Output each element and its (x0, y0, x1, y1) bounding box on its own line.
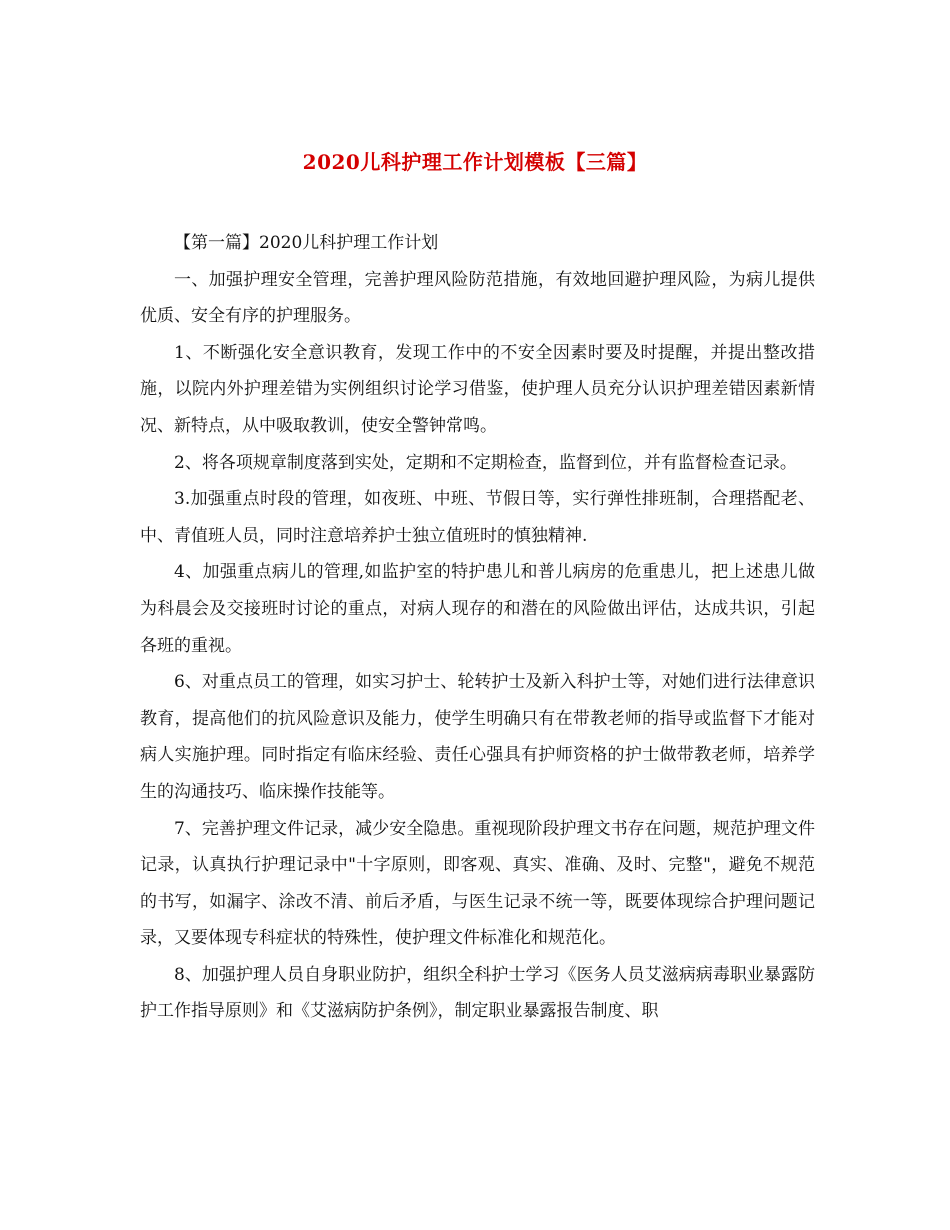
paragraph: 一、加强护理安全管理，完善护理风险防范措施，有效地回避护理风险，为病儿提供优质、安全有序的护理服务。 (140, 269, 815, 327)
paragraph: 4、加强重点病儿的管理,如监护室的特护患儿和普儿病房的危重患儿，把上述患儿做为科晨会及交接班时讨论的重点，对病人现存的和潜在的风险做出评估，达成共识，引起各班的重视。 (140, 562, 815, 656)
paragraph: 3.加强重点时段的管理，如夜班、中班、节假日等，实行弹性排班制，合理搭配老、中、青值班人员，同时注意培养护士独立值班时的慎独精神. (140, 489, 815, 546)
document-body (140, 225, 815, 1030)
paragraph: 1、不断强化安全意识教育，发现工作中的不安全因素时要及时提醒，并提出整改措施，以院内外护理差错为实例组织讨论学习借鉴，使护理人员充分认识护理差错因素新情况、新特点，从中吸取教训，使安全警钟常鸣。 (140, 342, 815, 436)
paragraph: 2、将各项规章制度落到实处，定期和不定期检查，监督到位，并有监督检查记录。 (174, 452, 797, 473)
paragraph: 8、加强护理人员自身职业防护，组织全科护士学习《医务人员艾滋病病毒职业暴露防护工作指导原则》和《艾滋病防护条例》，制定职业暴露报告制度、职 (140, 964, 815, 1022)
document-title: 2020儿科护理工作计划模板【三篇】 (302, 150, 648, 174)
section-heading: 【第一篇】2020儿科护理工作计划 (174, 233, 439, 253)
paragraph: 6、对重点员工的管理，如实习护士、轮转护士及新入科护士等，对她们进行法律意识教育，提高他们的抗风险意识及能力，使学生明确只有在带教老师的指导或监督下才能对病人实施护理。同时指定有临床经验、责任心强具有护师资格的护士做带教老师，培养学生的沟通技巧、临床操作技能等。 (140, 672, 815, 802)
paragraph: 7、完善护理文件记录，减少安全隐患。重视现阶段护理文书存在问题，规范护理文件记录，认真执行护理记录中"十字原则，即客观、真实、准确、及时、完整"，避免不规范的书写，如漏字、涂改不清、前后矛盾，与医生记录不统一等，既要体现综合护理问题记录，又要体现专科症状的特殊性，使护理文件标准化和规范化。 (140, 818, 815, 949)
